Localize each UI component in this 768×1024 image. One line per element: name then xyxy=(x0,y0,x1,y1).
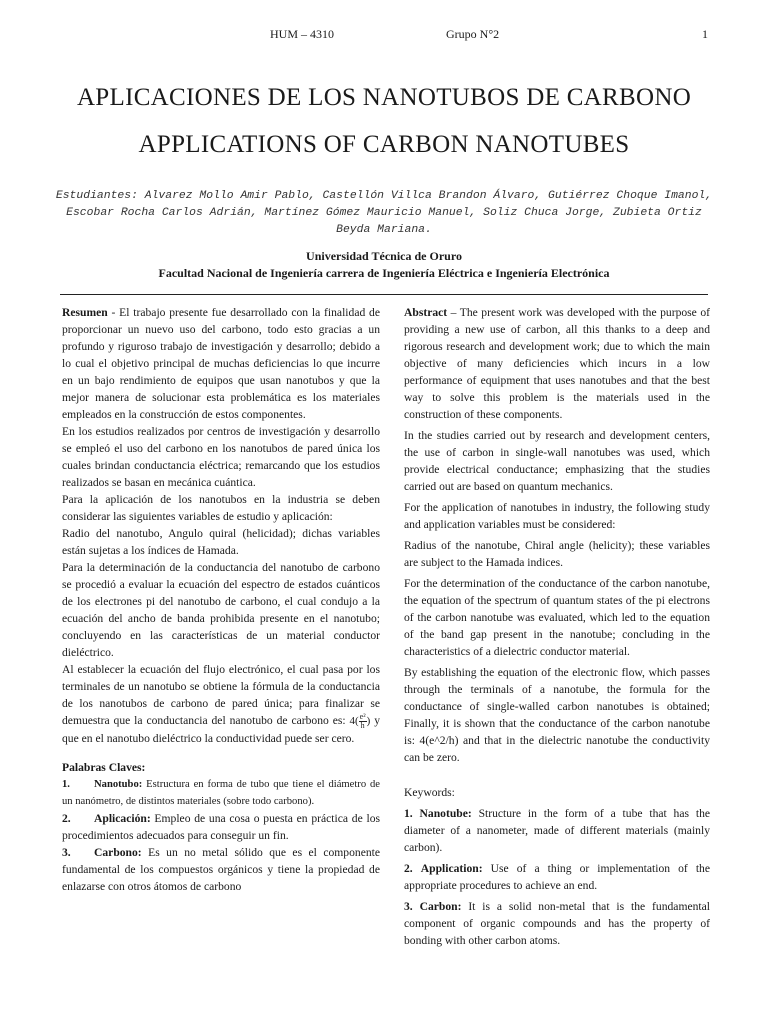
abstract-p2: In the studies carried out by research and development centers, the use of carbon in single-wall nanotubes was used, which provide electrical conductance; emphasizing that the studies carried out are based on quantum mechanics. xyxy=(404,429,710,493)
faculty-name: Facultad Nacional de Ingeniería carrera de Ingeniería Eléctrica e Ingeniería Electrónica xyxy=(158,266,610,280)
formula-fraction: $\frac{\text{e²}}{h}$ xyxy=(359,711,366,730)
abstract-p4: Radius of the nanotube, Chiral angle (helicity); these variables are subject to the Hamada indices. xyxy=(404,539,710,569)
abstract-p1: Abstract – The present work was developed with the purpose of providing a new use of carbon, all this thanks to a deep and rigorous research and development work; due to which the main objective of many deficiencies which incurs in a low performance of equipment that uses nanotubes and that the best way to solve this problem is the materials used in the construction of these components. xyxy=(404,306,710,421)
page-header xyxy=(0,27,768,41)
title-spanish: APLICACIONES DE LOS NANOTUBOS DE CARBONO xyxy=(76,84,692,111)
resumen-p4: Radio del nanotubo, Angulo quiral (helicidad); dichas variables están sujetas a los índices de Hamada. xyxy=(62,527,380,557)
palabras-claves-title: Palabras Claves: xyxy=(62,760,146,774)
affiliation xyxy=(0,248,768,282)
abstract-p5: For the determination of the conductance of the carbon nanotube, the equation of the spectrum of quantum states of the pi electrons of the carbon nanotube was evaluated, which led to the equation of the band gap present in the nanotube; concluding in the characteristics of a dielectric conductor material. xyxy=(404,577,710,658)
keyword-item: 2. Application: Use of a thing or implementation of the appropriate procedures to achieve an end. xyxy=(404,862,710,892)
resumen-p2: En los estudios realizados por centros de investigación y desarrollo se empleó el uso del carbono en los nanotubos de pared única los cuales brindan conductancia eléctrica; remarcando que los estudios realizados se basan en mecánica cuántica. xyxy=(62,425,380,489)
resumen-p5: Para la determinación de la conductancia del nanotubo de carbono se procedió a evaluar la ecuación del espectro de estados cuánticos de los electrones pi del nanotubo de carbono, el cual condujo a la ecuación del ancho de banda prohibida presente en el nanotubo; concluyendo en las características de un material conductor dieléctrico. xyxy=(62,561,380,659)
abstract-p3: For the application of nanotubes in industry, the following study and application variables must be considered: xyxy=(404,501,710,531)
resumen-p3: Para la aplicación de los nanotubos en la industria se deben considerar las siguientes variables de estudio y aplicación: xyxy=(62,493,380,523)
keywords-title: Keywords: xyxy=(404,786,455,799)
palabra-item: 2. Aplicación: Empleo de una cosa o puesta en práctica de los procedimientos adecuados para conseguir un fin. xyxy=(62,811,380,842)
resumen-p1: Resumen - El trabajo presente fue desarrollado con la finalidad de proporcionar un nuevo uso del carbono, todo esto gracias a un profundo y riguroso trabajo de investigación y desarrollo; debido a lo cual el objetivo principal de muchas deficiencias lo que incurre en un bajo rendimiento de equipos que usan nanotubos y que la mejor manera de solucionar esta problemática es los materiales empleados en la construcción de estos componentes. xyxy=(62,306,380,421)
abstract-label: Abstract xyxy=(404,306,448,319)
palabra-item: 1. Nanotubo: Estructura en forma de tubo que tiene el diámetro de un nanómetro, de distintos materiales (sobre todo carbono). xyxy=(62,778,380,807)
title-english: APPLICATIONS OF CARBON NANOTUBES xyxy=(138,131,630,158)
header-divider xyxy=(60,294,708,295)
keyword-item: 3. Carbon: It is a solid non-metal that is the fundamental component of organic compounds and has the property of bonding with other carbon atoms. xyxy=(404,900,710,947)
keyword-item: 1. Nanotube: Structure in the form of a tube that has the diameter of a nanometer, made of different materials (mainly carbon). xyxy=(404,807,711,854)
group-number: Grupo N°2 xyxy=(446,27,500,41)
palabra-item: 3. Carbono: Es un no metal sólido que es el componente fundamental de los compuestos orgánicos y tiene la propiedad de enlazarse con otros átomos de carbono xyxy=(62,845,380,893)
abstract-column xyxy=(404,304,710,949)
resumen-column xyxy=(62,304,380,895)
authors: Estudiantes: Alvarez Mollo Amir Pablo, Castellón Villca Brandon Álvaro, Gutiérrez Choque Imanol, Escobar Rocha Carlos Adrián, Martínez Gómez Mauricio Manuel, Soliz Chuca Jorge, Zubieta Ortiz Beyda Mariana. xyxy=(55,190,713,236)
university-name: Universidad Técnica de Oruro xyxy=(306,249,462,263)
page-number: 1 xyxy=(702,27,708,41)
resumen-p6: Al establecer la ecuación del flujo electrónico, el cual pasa por los terminales de un nanotubo se obtiene la fórmula de la conductancia de los nanotubos de carbono de pared única; para finalizar se demuestra que la conductancia del nanotubo de carbono es: 4( $\frac{\text{e²}}{h}$ ) y que en el nanotubo dieléctrico la conductividad puede ser cero. xyxy=(62,663,380,745)
conductance-formula: 4( $\frac{\text{e²}}{h}$ ) xyxy=(349,711,371,730)
resumen-label: Resumen xyxy=(62,306,108,319)
abstract-p6: By establishing the equation of the electronic flow, which passes through the terminals of a nanotube, the formula for the conductance of single-walled carbon nanotubes is obtained; Finally, it is shown that the conductance of the carbon nanotube is: 4(e^2/h) and that in the dielectric nanotube the conductivity can be zero. xyxy=(404,666,710,764)
course-code: HUM – 4310 xyxy=(270,27,335,41)
